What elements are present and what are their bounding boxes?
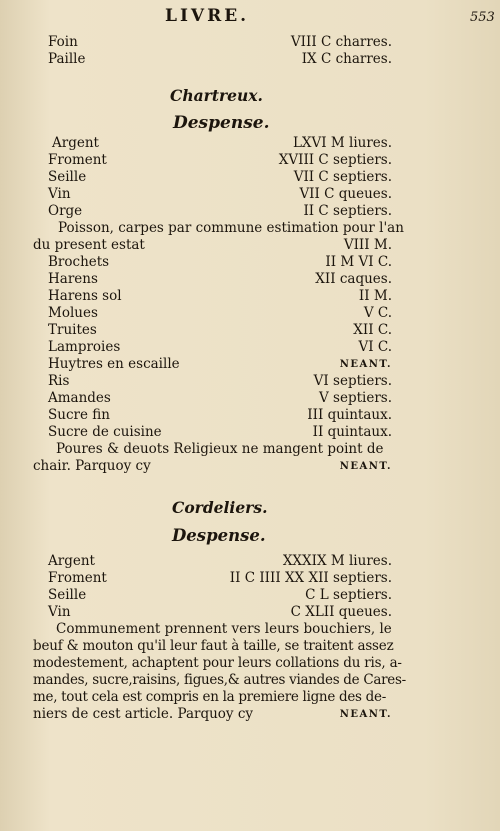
paragraph-line: mandes, sucre,raisins, figues,& autres viandes de Cares- [33,672,406,688]
poisson-line: Poisson, carpes par commune estimation pour l'an [58,220,404,236]
item-value: VIII C charres. [290,34,392,50]
header-title: LIVRE. [165,6,250,26]
paragraph-last-line [33,706,392,723]
item-value: VIII M. [343,237,392,253]
item-value: XVIII C septiers. [278,152,392,168]
item-label: Huytres en escaille [48,356,180,372]
item-label: Orge [48,203,83,219]
list-item [48,322,392,339]
list-item [52,135,392,152]
item-label: Sucre de cuisine [48,424,162,440]
item-label: Argent [52,135,99,151]
list-item [48,254,392,271]
item-label: Seille [48,587,87,603]
item-value: V septiers. [318,390,392,406]
paragraph-line [56,441,392,458]
item-label: Sucre fin [48,407,110,423]
item-value: NEANT. [339,359,392,370]
list-item [48,356,392,373]
item-value: II C septiers. [303,203,392,219]
item-label: Seille [48,169,87,185]
paragraph-line: niers de cest article. Parquoy cy [33,706,254,722]
item-label: Truites [48,322,97,338]
list-item [48,553,392,570]
list-item [48,169,392,186]
item-label: Brochets [48,254,110,270]
item-value: VI septiers. [313,373,392,389]
list-item [48,587,392,604]
item-value: IX C charres. [301,51,392,67]
list-item [48,186,392,203]
body-paragraph [33,621,406,723]
item-value: V C. [363,305,392,321]
item-label: Vin [48,604,71,620]
paragraph-line [58,220,404,237]
section-title-chartreux: Chartreux. [170,86,263,105]
item-value: C L septiers. [305,587,392,603]
item-value: C XLII queues. [290,604,392,620]
section-subtitle-chartreux: Despense. [173,113,270,133]
item-label: Vin [48,186,71,202]
item-label: Froment [48,570,107,586]
note-line: Poures & deuots Religieux ne mangent point de [56,441,384,457]
page-number: 553 [470,10,495,25]
item-label: du present estat [33,237,145,253]
item-value: XII C. [353,322,392,338]
item-label: Foin [48,34,78,50]
paragraph-line: me, tout cela est compris en la premiere ligne des de- [33,689,386,705]
list-item [48,570,392,587]
item-value: II C IIII XX XII septiers. [229,570,392,586]
section-subtitle-cordeliers: Despense. [172,526,266,545]
list-item [48,34,392,51]
item-value: NEANT. [339,461,392,472]
list-item [33,237,392,254]
item-label: Paille [48,51,86,67]
list-item [48,51,392,68]
item-value: II M VI C. [325,254,392,270]
item-value: XII caques. [315,271,392,287]
item-label: Ris [48,373,70,389]
item-label: Molues [48,305,98,321]
list-item [48,271,392,288]
item-value: VII C septiers. [293,169,392,185]
item-label: Harens sol [48,288,122,304]
list-item [48,407,392,424]
item-value: VII C queues. [299,186,392,202]
paragraph-line: modestement, achaptent pour leurs collations du ris, a- [33,655,402,671]
list-item [33,458,392,475]
list-item [48,390,392,407]
paragraph-line: Communement prennent vers leurs bouchiers, le [56,621,392,637]
item-label: Harens [48,271,98,287]
list-item [48,339,392,356]
paragraph-line: beuf & mouton qu'il leur faut à taille, se traitent assez [33,638,394,654]
running-header [0,6,500,28]
item-value: LXVI M liures. [292,135,392,151]
list-item [48,305,392,322]
note-line: chair. Parquoy cy [33,458,151,474]
item-value: II M. [358,288,392,304]
section-title-cordeliers: Cordeliers. [172,498,268,517]
list-item [48,288,392,305]
item-label: Froment [48,152,107,168]
item-value: VI C. [358,339,392,355]
list-item [48,424,392,441]
item-label: Amandes [48,390,111,406]
list-item [48,604,392,621]
list-item [48,373,392,390]
item-value: NEANT. [339,709,392,720]
list-item [48,203,392,220]
item-label: Argent [48,553,95,569]
list-item [48,152,392,169]
item-value: II quintaux. [312,424,392,440]
item-value: XXXIX M liures. [282,553,392,569]
item-label: Lamproies [48,339,121,355]
item-value: III quintaux. [307,407,392,423]
